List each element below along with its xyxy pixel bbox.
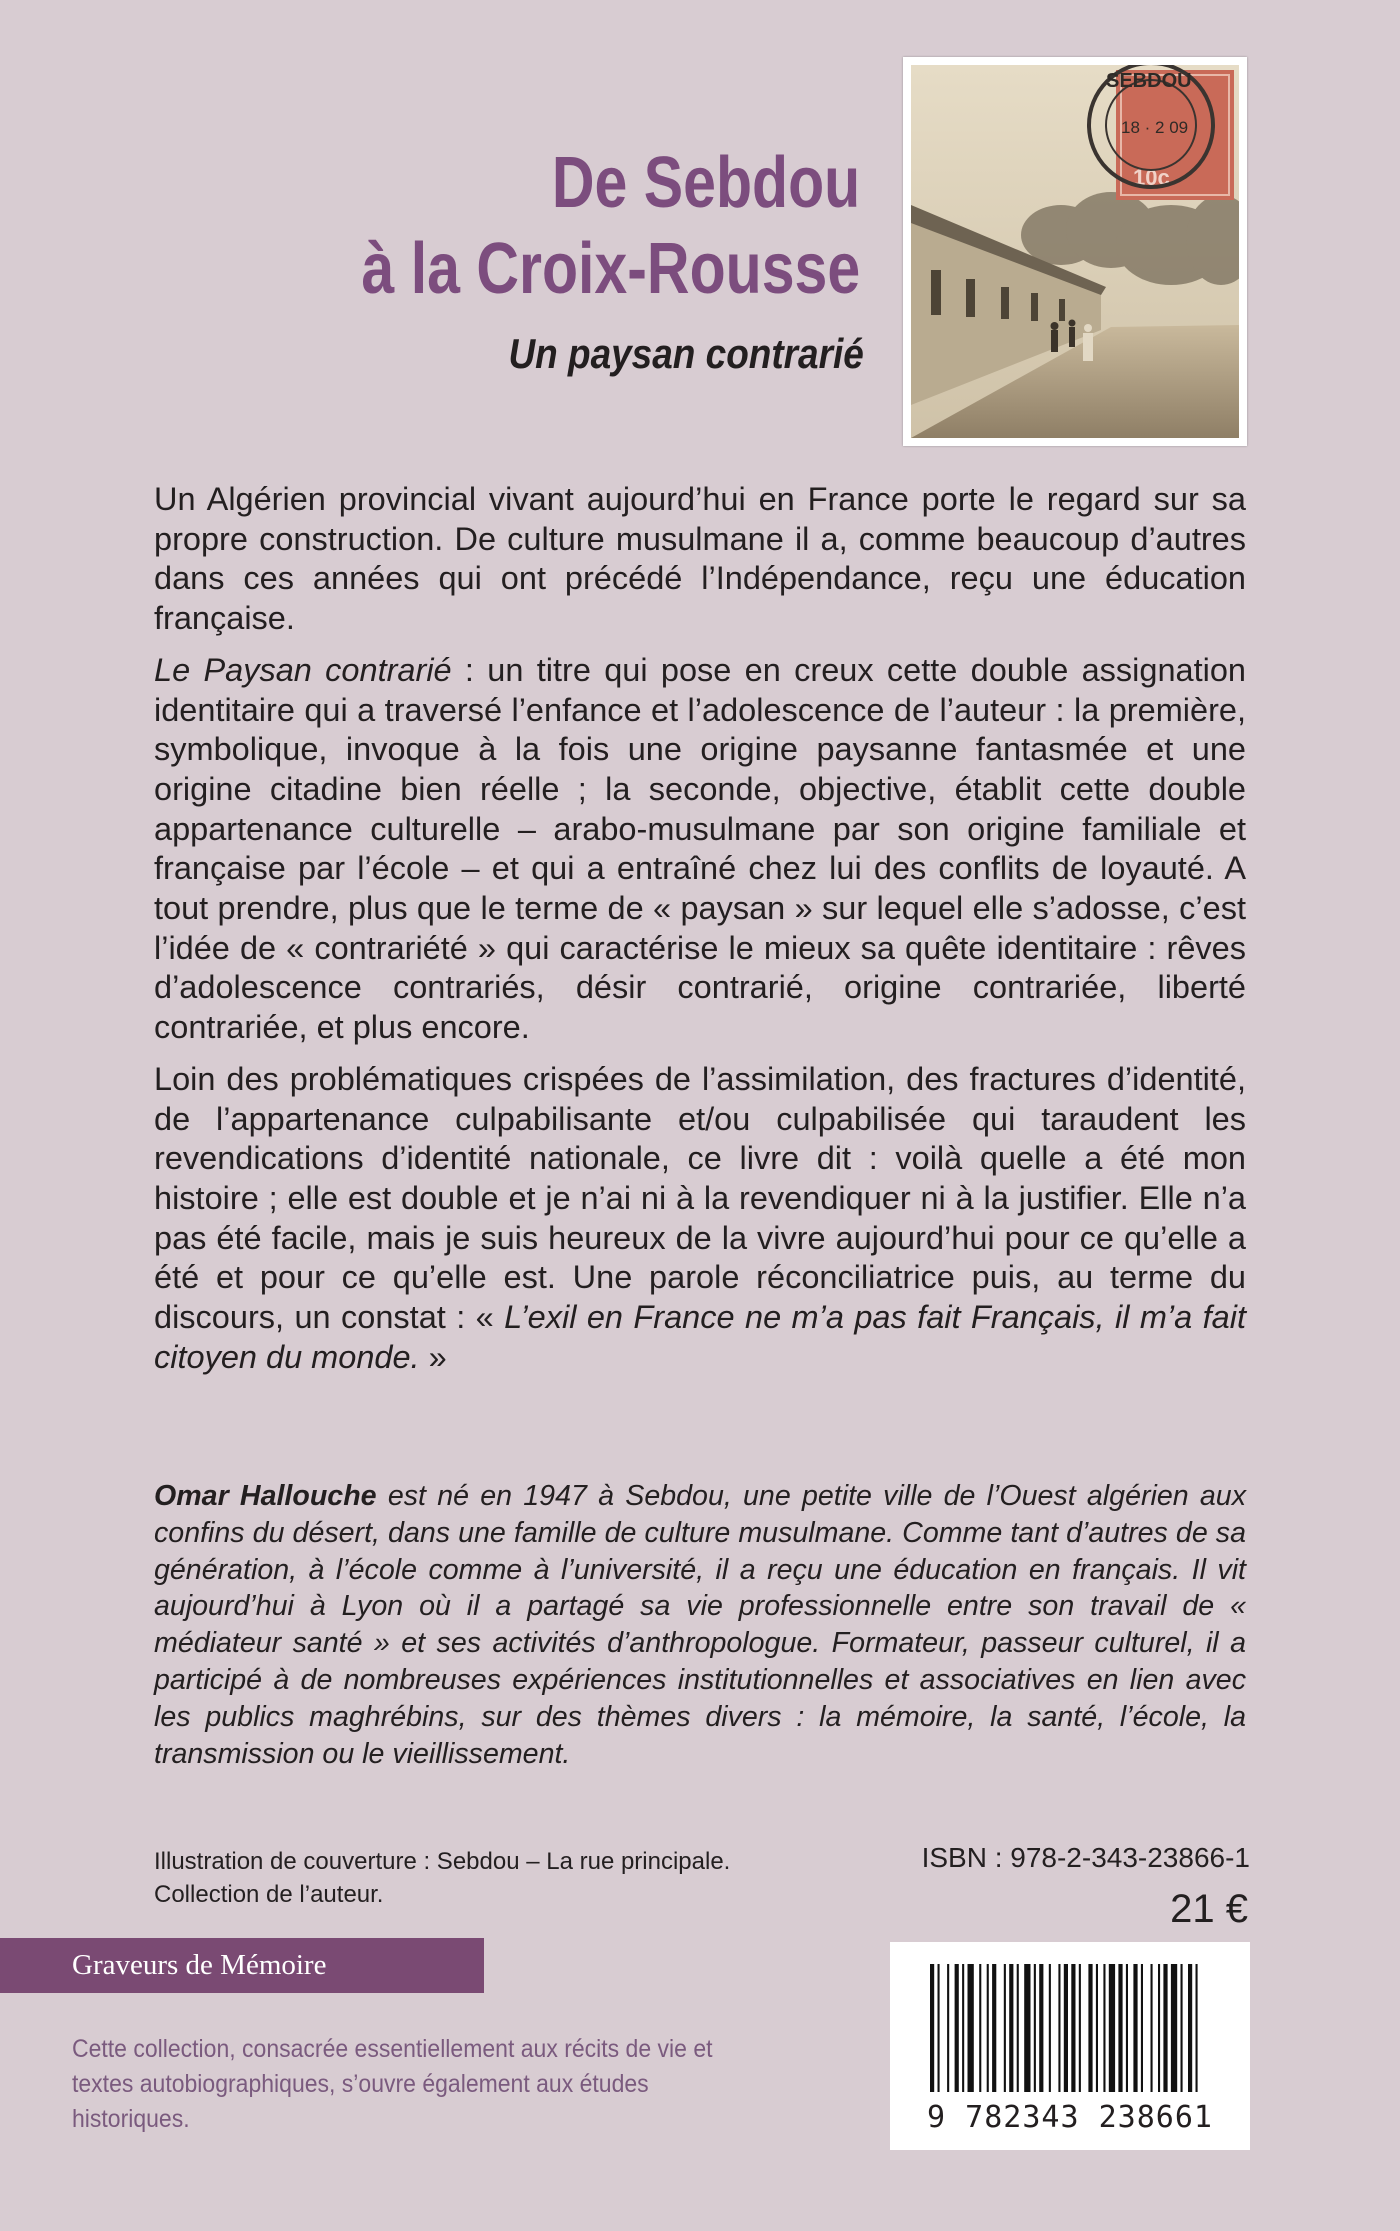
cover-photo [903,57,1247,446]
barcode-bar [1163,1964,1167,2092]
barcode-bar [1141,1964,1143,2092]
barcode-bars [890,1942,1250,2102]
body-text [154,480,1246,1377]
barcode-bar [1049,1964,1051,2092]
credit-line-1: Illustration de couverture : Sebdou – La rue principale. [154,1848,731,1875]
barcode-bar [1004,1964,1006,2092]
author-bio-text: est né en 1947 à Sebdou, une petite ville de l’Ouest algérien aux confins du désert, dans une famille de culture musulmane. Comme tant d’autres de sa génération, à l’école comme à l’université, il a reçu une éducation en français. Il vit aujourd’hui à Lyon où il a partagé sa vie professionnelle entre son travail de « médiateur santé » et ses activités d’anthropologue. Formateur, passeur culturel, il a participé à de nombreuses expériences institutionnelles et associatives en lien avec les publics maghrébins, sur des thèmes divers : la mémoire, la santé, l’école, la transmission ou le vieillissement. [154,1480,1246,1770]
quote-end: » [419,1338,447,1375]
barcode-bar [992,1964,996,2092]
paragraph-3-text: Loin des problématiques crispées de l’assimilation, des fractures d’identité, de l’appartenance culpabilisante et/ou culpabilisée qui taraudent les revendications d’identité nationale, ce livre dit : voilà quelle a été mon histoire ; elle est double et je n’ai ni à la revendiquer ni à la justifier. Elle n’a pas été facile, mais je suis heureux de la vivre aujourd’hui pour ce qu’elle a été et pour ce qu’elle est. Une parole réconciliatrice puis, au terme du discours, un constat : « [154,1060,1246,1336]
barcode-bar [1017,1964,1019,2092]
book-title-ref: Le Paysan contrarié [154,651,452,688]
barcode-bar [979,1964,981,2092]
barcode-bar [1009,1964,1013,2092]
barcode-bar [1079,1964,1081,2092]
barcode [890,1942,1250,2150]
barcode-bar [1188,1964,1192,2092]
barcode-bar [1151,1964,1153,2092]
barcode-bar [1034,1964,1036,2092]
barcode-bar [968,1964,974,2092]
barcode-bar [938,1964,940,2092]
author-bio [154,1478,1246,1772]
barcode-bar [1096,1964,1098,2092]
quote-text: L’exil en France ne m’a pas fait Français, il m’a fait citoyen du monde. [154,1299,1246,1375]
street-photo-illustration [911,65,1239,438]
book-title-line1: De Sebdou [551,143,860,223]
barcode-bar [1196,1964,1198,2092]
barcode-bar [1039,1964,1043,2092]
barcode-bar [1024,1964,1030,2092]
price: 21 € [1170,1887,1248,1931]
series-band: Graveurs de Mémoire [0,1938,484,1993]
book-title-line2: à la Croix-Rousse [361,229,860,309]
credit-line-2: Collection de l’auteur. [154,1881,384,1908]
postmark-text: SEBDOU [1106,70,1192,92]
barcode-bar [1058,1964,1060,2092]
book-title [361,140,860,312]
barcode-bar [930,1964,934,2092]
barcode-bar [1133,1964,1137,2092]
isbn: ISBN : 978-2-343-23866-1 [921,1842,1250,1873]
series-description: Cette collection, consacrée essentiellement aux récits de vie et textes autobiographiques, s’ouvre également aux études historiques. [72,2035,713,2133]
barcode-bar [947,1964,949,2092]
barcode-bar [955,1964,959,2092]
barcode-bar [1126,1964,1128,2092]
postmark-date: 18 · 2 09 [1121,118,1189,137]
paragraph-2-text: : un titre qui pose en creux cette double assignation identitaire qui a traversé l’enfance et l’adolescence de l’auteur : la première, symbolique, invoque à la fois une origine paysanne fantasmée et une origine citadine bien réelle ; la seconde, objective, établit cette double appartenance culturelle – arabo-musulmane par son origine familiale et française par l’école – et qui a entraîné chez lui des conflits de loyauté. A tout prendre, plus que le terme de « paysan » sur lequel elle s’adosse, c’est l’idée de « contrariété » qui caractérise le mieux sa quête identitaire : rêves d’adolescence contrariés, désir contrarié, origine contrariée, liberté contrariée, et plus encore. [154,651,1246,1046]
barcode-bar [1181,1964,1183,2092]
author-name: Omar Hallouche [154,1480,377,1512]
barcode-bar [1118,1964,1122,2092]
barcode-bar [1109,1964,1115,2092]
barcode-bar [1071,1964,1075,2092]
svg-text:10c: 10c [1133,165,1170,190]
paragraph-3 [154,1060,1246,1378]
barcode-bar [1088,1964,1092,2092]
barcode-digits: 9 782343 238661 [927,2100,1213,2135]
book-subtitle: Un paysan contrarié [508,330,864,377]
paragraph-2 [154,651,1246,1048]
barcode-bar [1158,1964,1160,2092]
barcode-bar [962,1964,964,2092]
paragraph-1: Un Algérien provincial vivant aujourd’hui en France porte le regard sur sa propre construction. De culture musulmane il a, comme beaucoup d’autres dans ces années qui ont précédé l’Indépendance, reçu une éducation française. [154,481,1246,637]
barcode-bar [987,1964,989,2092]
illustration-credit [154,1845,730,1911]
barcode-bar [1171,1964,1177,2092]
barcode-bar [1064,1964,1068,2092]
barcode-bar [1103,1964,1105,2092]
